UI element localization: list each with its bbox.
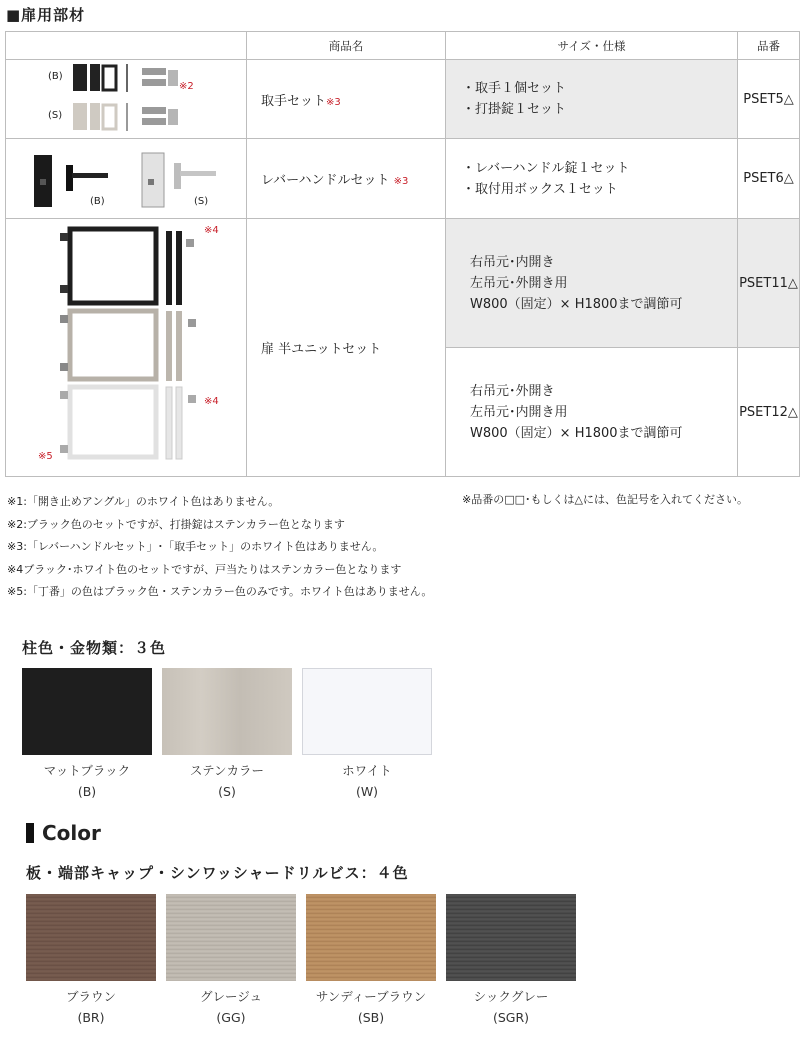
notes-list bbox=[7, 491, 432, 604]
swatch-sandy-brown bbox=[306, 894, 436, 981]
swatch-label-stain: ステンカラー (S) bbox=[189, 763, 265, 799]
swatch-stain bbox=[162, 668, 292, 755]
half-unit-illustration bbox=[54, 225, 204, 471]
table-row bbox=[6, 219, 800, 348]
table-header-row bbox=[6, 32, 800, 60]
swatch-matte-black bbox=[22, 668, 152, 755]
note-mark-4: ※4 bbox=[204, 396, 219, 407]
swatch-label-white: ホワイト (W) bbox=[342, 763, 392, 799]
code-handle-set: PSET5△ bbox=[738, 60, 800, 139]
swatch-label-sandy-brown: サンディーブラウン (SB) bbox=[315, 989, 427, 1025]
spec-handle-set: ・取手１個セット ・打掛錠１セット bbox=[446, 60, 738, 139]
code-half-unit-12: PSET12△ bbox=[738, 348, 800, 477]
note-5: ※5:「丁番」の色はブラック色・ステンカラー色のみです。ホワイト色はありません。 bbox=[7, 585, 433, 598]
code-note: ※品番の□□･もしくは△には、色記号を入れてください。 bbox=[462, 493, 748, 506]
label-b: (B) bbox=[90, 196, 105, 207]
spec-half-unit-11: 右吊元･内開き 左吊元･外開き用 W800（固定）× H1800まで調節可 bbox=[446, 219, 738, 348]
code-lever-set: PSET6△ bbox=[738, 139, 800, 219]
label-b: (B) bbox=[48, 71, 63, 82]
product-image-handle-set bbox=[6, 60, 247, 139]
swatch-label-greige: グレージュ (GG) bbox=[199, 989, 262, 1025]
spec-half-unit-12: 右吊元･外開き 左吊元･内開き用 W800（固定）× H1800まで調節可 bbox=[446, 348, 738, 477]
section-title: ■扉用部材 bbox=[6, 6, 86, 24]
handle-set-illustration bbox=[72, 62, 192, 138]
note-3: ※3:「レバーハンドルセット」･「取手セット」のホワイト色はありません。 bbox=[7, 540, 384, 553]
header-product-name: 商品名 bbox=[247, 32, 446, 60]
heading-bar bbox=[26, 823, 34, 843]
swatch-label-chic-gray: シックグレー (SGR) bbox=[473, 989, 549, 1025]
product-image-lever-set bbox=[6, 139, 247, 219]
note-mark-5: ※5 bbox=[38, 451, 53, 462]
spec-lever-set: ・レバーハンドル錠１セット ・取付用ボックス１セット bbox=[446, 139, 738, 219]
swatch-chic-gray bbox=[446, 894, 576, 981]
swatch-brown bbox=[26, 894, 156, 981]
swatch-label-matte-black: マットブラック (B) bbox=[43, 763, 131, 799]
header-image bbox=[6, 32, 247, 60]
header-spec: サイズ・仕様 bbox=[446, 32, 738, 60]
swatch-greige bbox=[166, 894, 296, 981]
product-name-lever-set: レバーハンドルセット ※3 bbox=[247, 139, 446, 219]
header-code: 品番 bbox=[738, 32, 800, 60]
note-4: ※4ブラック･ホワイト色のセットですが、戸当たりはステンカラー色となります bbox=[7, 562, 402, 576]
swatch-label-brown: ブラウン (BR) bbox=[65, 989, 116, 1025]
note-1: ※1:「開き止めアングル」のホワイト色はありません。 bbox=[7, 495, 280, 508]
color-heading: Color bbox=[26, 821, 101, 845]
post-colors-title: 柱色・金物類：３色 bbox=[22, 639, 167, 657]
note-2: ※2:ブラック色のセットですが、打掛錠はステンカラー色となります bbox=[7, 517, 345, 531]
note-mark-4: ※4 bbox=[204, 225, 219, 236]
label-s: (S) bbox=[194, 196, 209, 207]
table-row bbox=[6, 60, 800, 139]
label-s: (S) bbox=[48, 110, 63, 121]
note-mark-2: ※2 bbox=[179, 81, 194, 92]
parts-table bbox=[5, 31, 800, 477]
product-name-half-unit: 扉 半ユニットセット bbox=[247, 219, 446, 477]
board-colors-title: 板・端部キャップ・シンワッシャードリルビス：４色 bbox=[26, 864, 409, 882]
code-half-unit-11: PSET11△ bbox=[738, 219, 800, 348]
product-name-handle-set: 取手セット※3 bbox=[247, 60, 446, 139]
product-image-half-unit bbox=[6, 219, 247, 477]
swatch-white bbox=[302, 668, 432, 755]
table-row bbox=[6, 139, 800, 219]
